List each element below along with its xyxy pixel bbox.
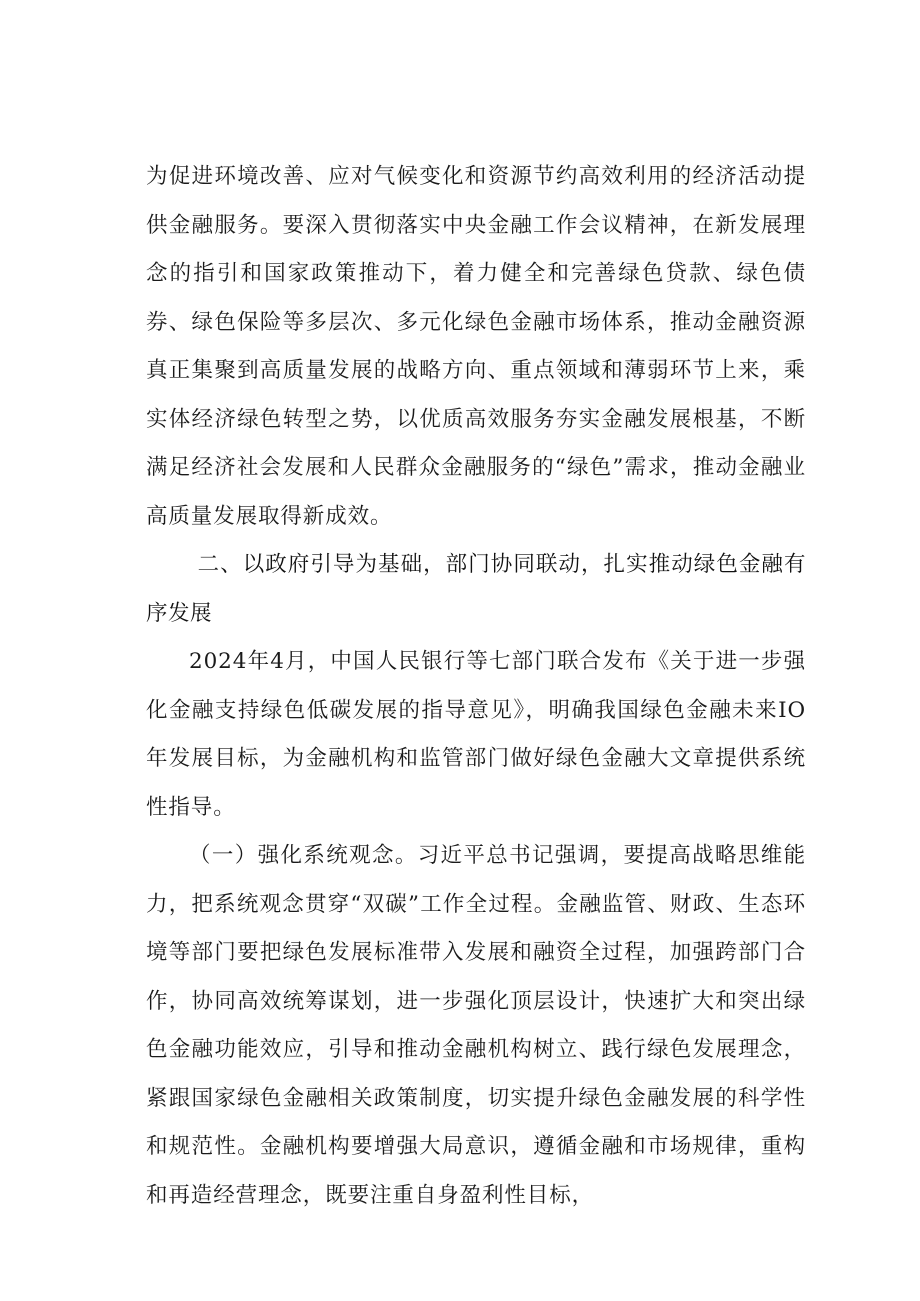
paragraph-green-finance-services: 为促进环境改善、应对气候变化和资源节约高效利用的经济活动提供金融服务。要深入贯彻落实中央金融工作会议精神，在新发展理念的指引和国家政策推动下，着力健全和完善绿色贷款、绿色债券、绿色保险等多层次、多元化绿色金融市场体系，推动金融资源真正集聚到高质量发展的战略方向、重点领域和薄弱环节上来，乘实体经济绿色转型之势，以优质高效服务夯实金融发展根基，不断满足经济社会发展和人民群众金融服务的“绿色”需求，推动金融业高质量发展取得新成效。 (146, 164, 806, 529)
document-body (146, 153, 806, 1220)
paragraph-policy-guidance-2024: 2024年4月，中国人民银行等七部门联合发布《关于进一步强化金融支持绿色低碳发展的指导意见》，明确我国绿色金融未来IO年发展目标，为金融机构和监管部门做好绿色金融大文章提供系统性指导。 (146, 649, 806, 820)
section-heading-government-guidance: 二、以政府引导为基础，部门协同联动，扎实推动绿色金融有序发展 (146, 552, 806, 626)
paragraph-systems-thinking: （一）强化系统观念。习近平总书记强调，要提高战略思维能力，把系统观念贯穿“双碳”工作全过程。金融监管、财政、生态环境等部门要把绿色发展标准带入发展和融资全过程，加强跨部门合作，协同高效统筹谋划，进一步强化顶层设计，快速扩大和突出绿色金融功能效应，引导和推动金融机构树立、践行绿色发展理念，紧跟国家绿色金融相关政策制度，切实提升绿色金融发展的科学性和规范性。金融机构要增强大局意识，遵循金融和市场规律，重构和再造经营理念，既要注重自身盈利性目标， (146, 843, 806, 1208)
